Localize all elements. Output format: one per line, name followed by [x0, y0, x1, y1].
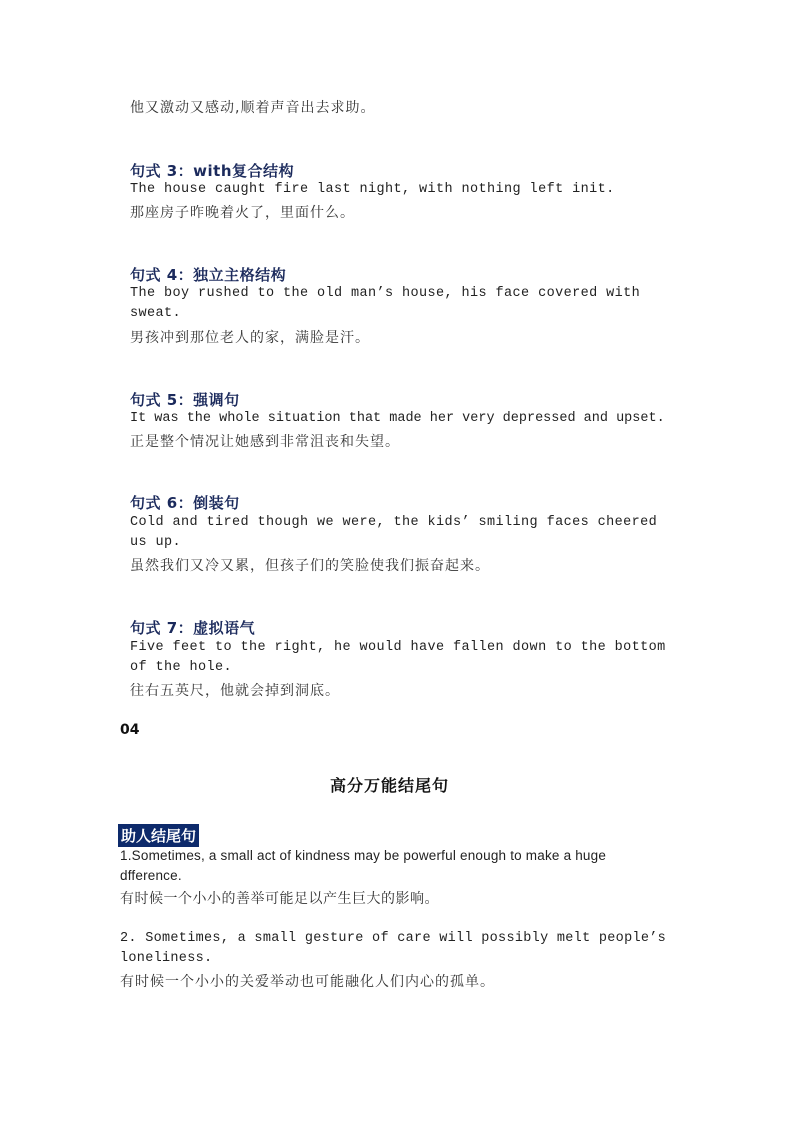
- pattern-3-english: The house caught fire last night, with nothing left init.: [130, 182, 615, 197]
- pattern-5-heading: 句式 5：强调句: [130, 391, 240, 409]
- pattern-6-heading: 句式 6：倒装句: [130, 494, 240, 512]
- pattern-7-english-line-1: Five feet to the right, he would have fallen down to the bottom: [130, 640, 666, 655]
- pattern-4-english-line-1: The boy rushed to the old man’s house, his face covered with: [130, 286, 641, 301]
- pattern-4-english-line-2: sweat.: [130, 306, 182, 321]
- pattern-4-chinese: 男孩冲到那位老人的家，满脸是汗。: [130, 330, 370, 346]
- section-title: 高分万能结尾句: [330, 776, 450, 795]
- pattern-7-chinese: 往右五英尺，他就会掉到洞底。: [130, 683, 340, 699]
- example-2-english-line-2: loneliness.: [120, 951, 213, 966]
- section-number: 04: [120, 722, 140, 738]
- example-1-chinese: 有时候一个小小的善举可能足以产生巨大的影响。: [120, 891, 439, 907]
- example-2-english-line-1: 2. Sometimes, a small gesture of care will possibly melt people’s: [120, 931, 667, 946]
- example-1-english-line-1: 1.Sometimes, a small act of kindness may be powerful enough to make a huge: [120, 848, 607, 863]
- pattern-5-chinese: 正是整个情况让她感到非常沮丧和失望。: [130, 434, 400, 450]
- pattern-6-chinese: 虽然我们又冷又累，但孩子们的笑脸使我们振奋起来。: [130, 558, 490, 574]
- subsection-label: 助人结尾句: [118, 824, 199, 847]
- example-1-english-line-2: dfference.: [120, 868, 182, 883]
- pattern-6-english-line-1: Cold and tired though we were, the kids’ smiling faces cheered: [130, 515, 658, 530]
- pattern-7-english-line-2: of the hole.: [130, 660, 233, 675]
- pattern-6-english-line-2: us up.: [130, 535, 182, 550]
- pattern-5-english: It was the whole situation that made her very depressed and upset.: [130, 411, 665, 426]
- intro-line: 他又激动又感动,顺着声音出去求助。: [130, 100, 376, 116]
- pattern-3-heading: 句式 3：with复合结构: [130, 162, 295, 180]
- pattern-3-chinese: 那座房子昨晚着火了，里面什么。: [130, 205, 355, 221]
- pattern-7-heading: 句式 7：虚拟语气: [130, 619, 256, 637]
- example-2-chinese: 有时候一个小小的关爱举动也可能融化人们内心的孤单。: [120, 974, 495, 990]
- pattern-4-heading: 句式 4：独立主格结构: [130, 266, 287, 284]
